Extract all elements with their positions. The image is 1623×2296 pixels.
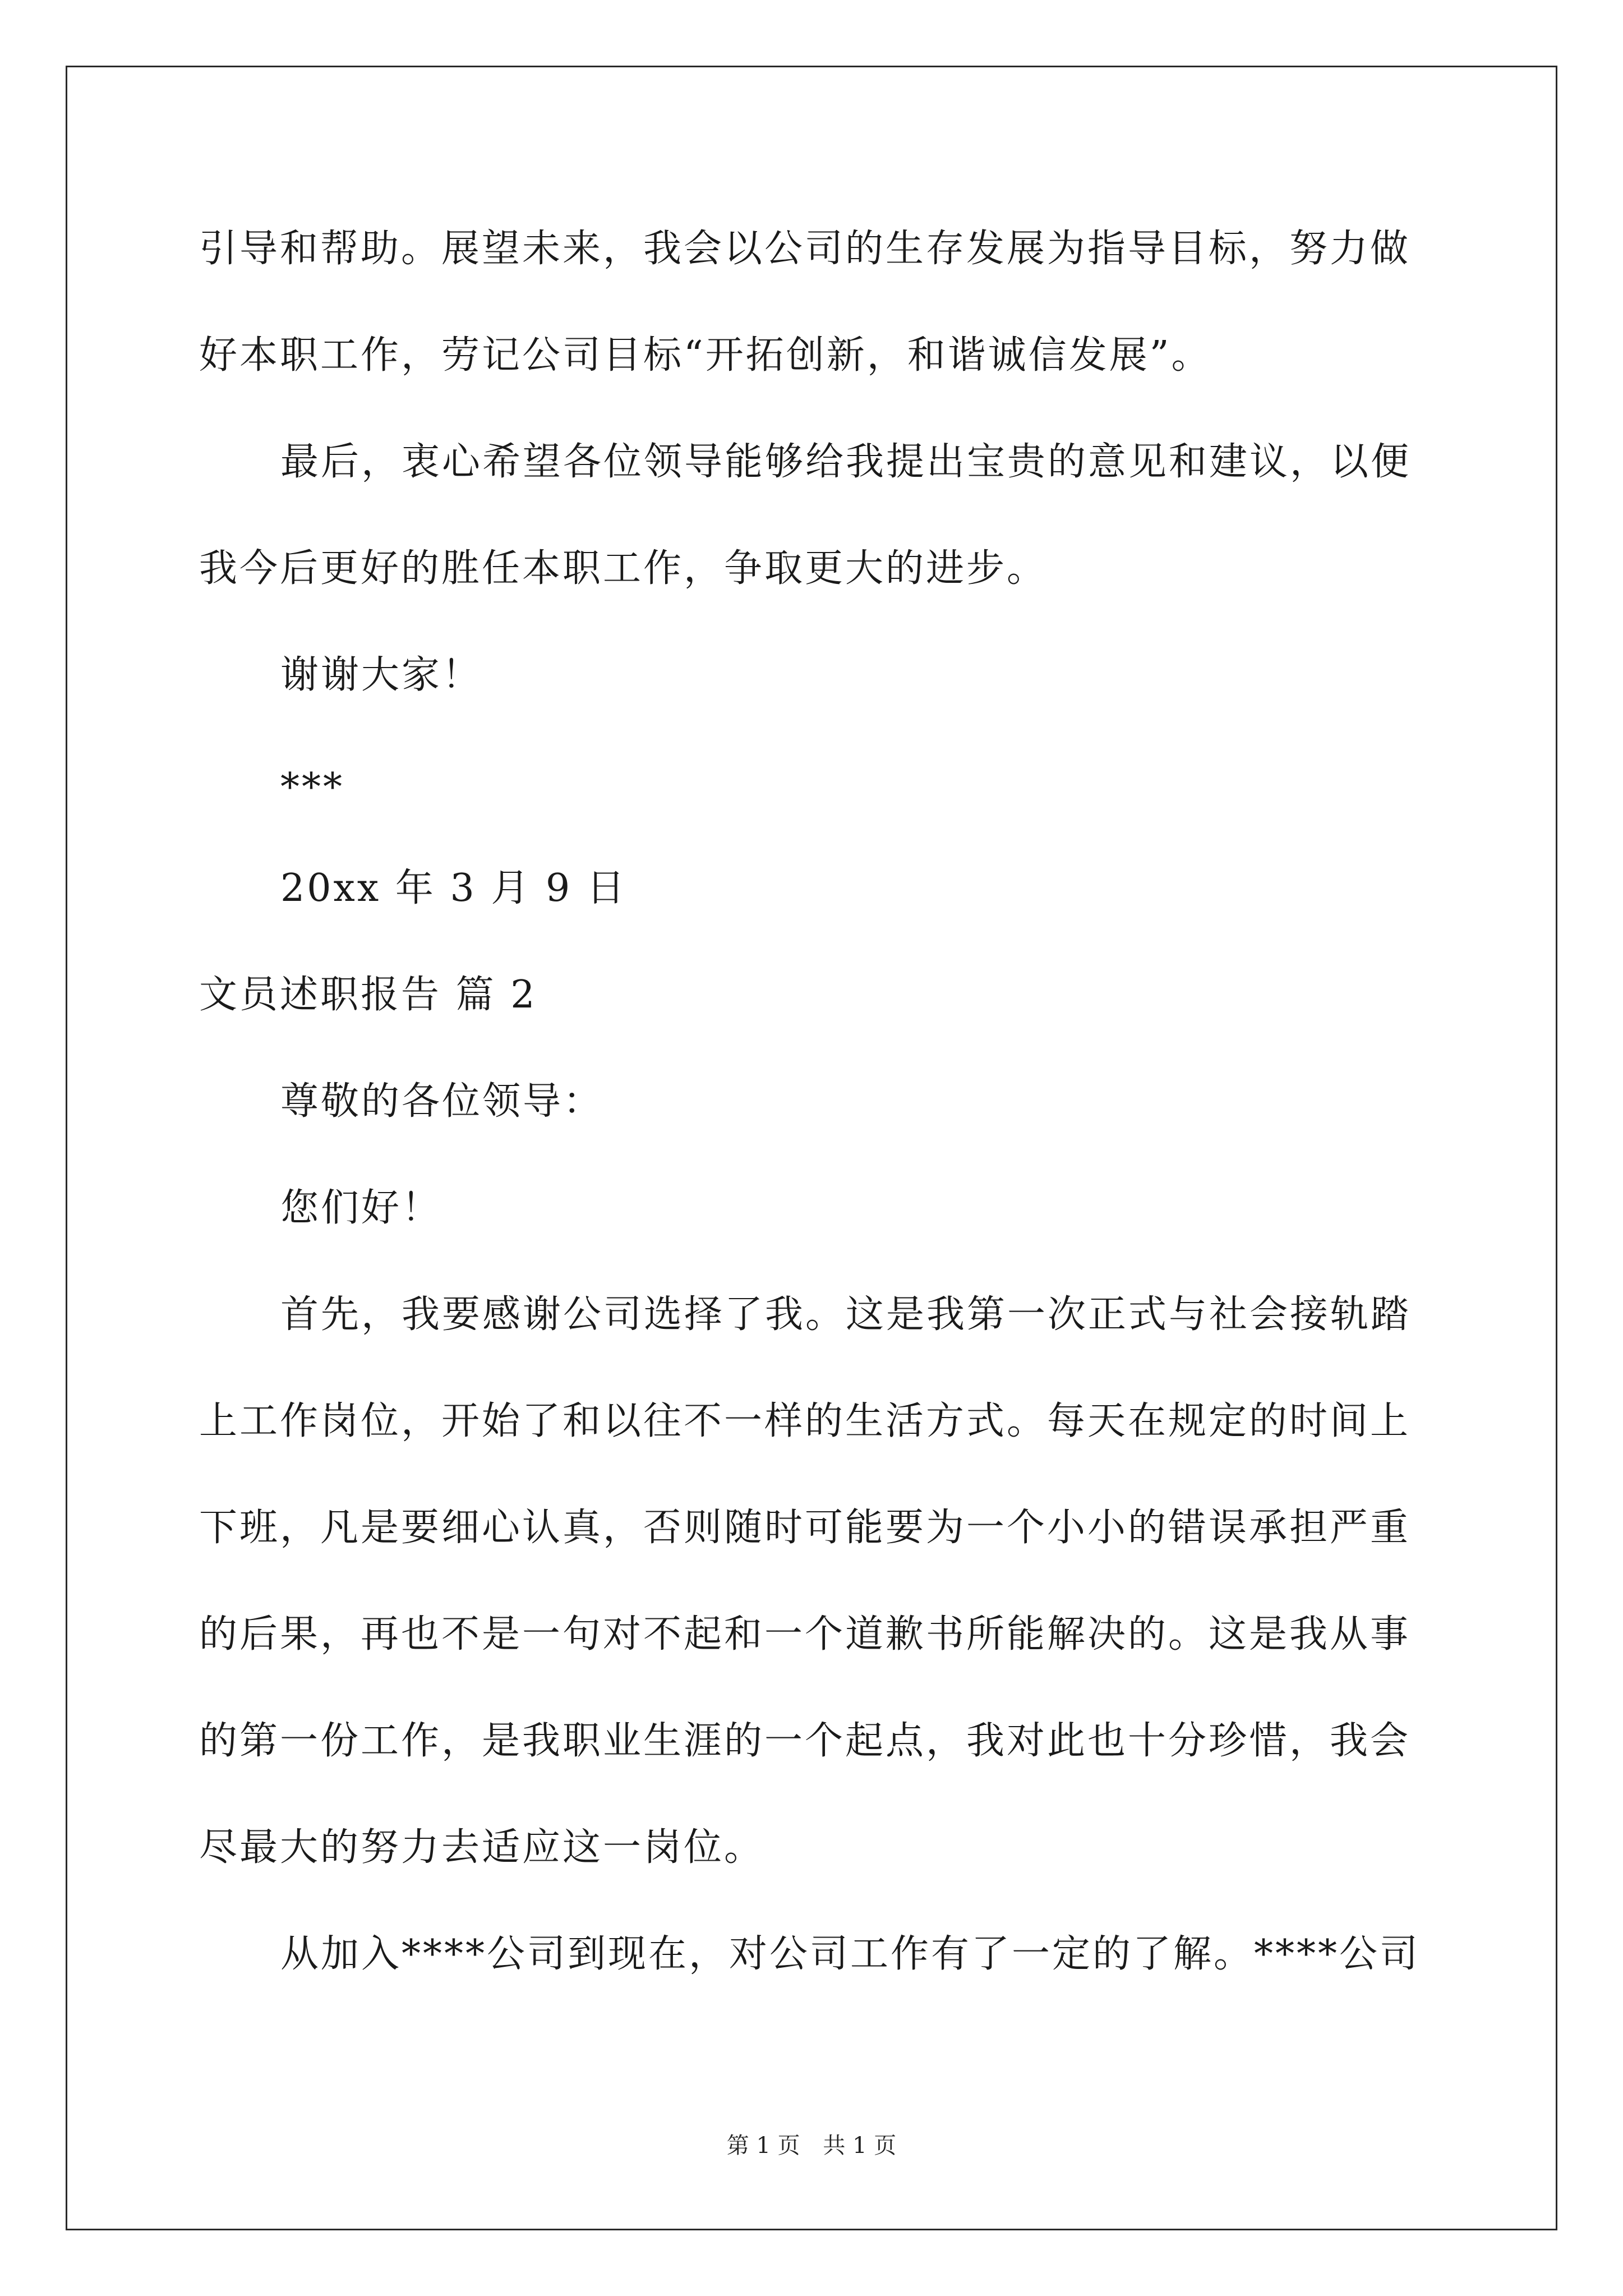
document-date: 20xx 年 3 月 9 日 xyxy=(280,866,627,910)
paragraph-line: 引导和帮助。展望未来，我会以公司的生存发展为指导目标，努力做 xyxy=(199,227,1411,271)
page-border xyxy=(66,66,1557,2230)
page-number: 第 1 页 xyxy=(726,2133,800,2159)
paragraph-line: 上工作岗位，开始了和以往不一样的生活方式。每天在规定的时间上 xyxy=(199,1399,1411,1443)
paragraph-line: 尽最大的努力去适应这一岗位。 xyxy=(199,1825,765,1870)
page-footer xyxy=(0,2134,1623,2157)
paragraph-line: 下班，凡是要细心认真，否则随时可能要为一个小小的错误承担严重 xyxy=(199,1506,1411,1550)
paragraph-line: 的后果，再也不是一句对不起和一个道歉书所能解决的。这是我从事 xyxy=(199,1612,1411,1657)
signature-mask: *** xyxy=(280,765,344,809)
paragraph-line: 的第一份工作，是我职业生涯的一个起点，我对此也十分珍惜，我会 xyxy=(199,1719,1411,1763)
paragraph-line: 好本职工作，劳记公司目标“开拓创新，和谐诚信发展”。 xyxy=(199,333,1212,378)
paragraph-line: 最后，衷心希望各位领导能够给我提出宝贵的意见和建议，以便 xyxy=(280,440,1412,484)
paragraph-line: 首先，我要感谢公司选择了我。这是我第一次正式与社会接轨踏 xyxy=(280,1292,1412,1337)
greeting: 您们好！ xyxy=(280,1186,442,1230)
paragraph-line: 我今后更好的胜任本职工作，争取更大的进步。 xyxy=(199,546,1048,591)
section-heading: 文员述职报告 篇 2 xyxy=(199,973,537,1017)
paragraph-line: 从加入****公司到现在，对公司工作有了一定的了解。****公司 xyxy=(280,1932,1421,1976)
salutation: 尊敬的各位领导： xyxy=(280,1079,604,1124)
page-total: 共 1 页 xyxy=(823,2133,897,2159)
closing-thanks: 谢谢大家！ xyxy=(280,653,483,697)
